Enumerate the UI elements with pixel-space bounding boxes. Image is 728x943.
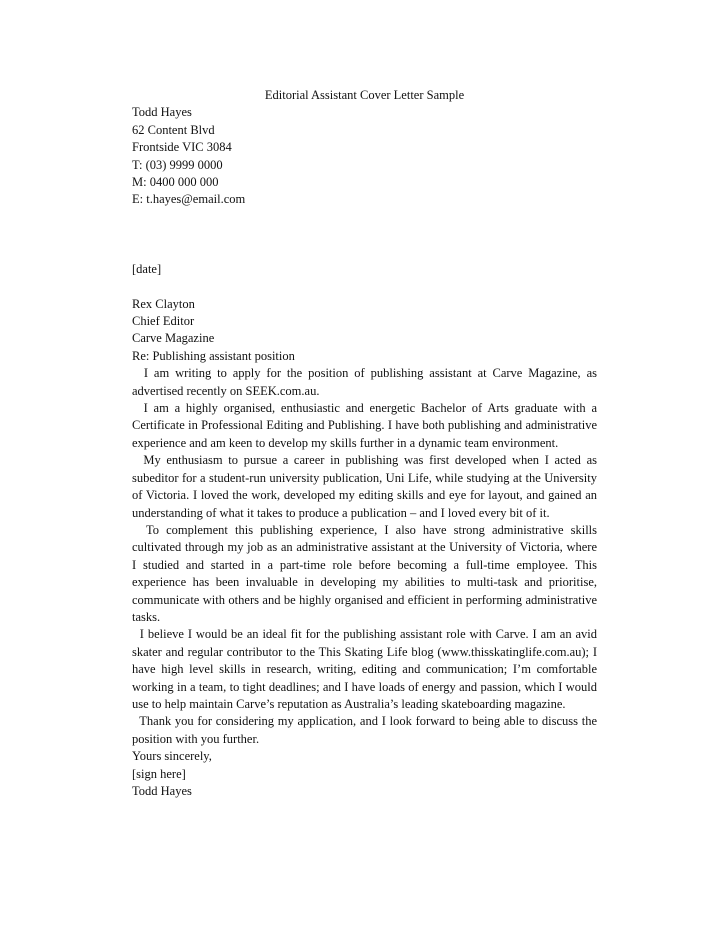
- spacer: [132, 278, 597, 295]
- sender-city: Frontside VIC 3084: [132, 140, 232, 155]
- recipient-title: Chief Editor: [132, 314, 195, 329]
- paragraph-publishing-experience: My enthusiasm to pursue a career in publishing was first developed when I acted as subeditor for a student-run university publication, Uni Life, while studying at the University of Victoria. I loved the work, developed my editing skills and eye for layout, and gained an understanding of what it takes to produce a publication – and I loved every bit of it.: [132, 453, 597, 520]
- sender-street: 62 Content Blvd: [132, 122, 215, 137]
- signature-placeholder: [sign here]: [132, 766, 186, 781]
- sender-name: Todd Hayes: [132, 105, 192, 120]
- spacer: [132, 209, 597, 261]
- paragraph-intro: I am writing to apply for the position of publishing assistant at Carve Magazine, as advertised recently on SEEK.com.au.: [132, 366, 597, 398]
- paragraph-qualifications: I am a highly organised, enthusiastic and energetic Bachelor of Arts graduate with a Certificate in Professional Editing and Publishing. I have both publishing and administrative experience and am keen to develop my skills further in a dynamic team environment.: [132, 401, 597, 450]
- sender-phone: T: (03) 9999 0000: [132, 157, 223, 172]
- letter-date: [date]: [132, 261, 162, 276]
- document-title: Editorial Assistant Cover Letter Sample: [264, 88, 465, 102]
- paragraph-administrative-experience: To complement this publishing experience, I also have strong administrative skills cultivated through my job as an administrative assistant at the University of Victoria, where I studied and started in a part-time role before becoming a full-time employee. This experience has been invaluable in developing my abilities to multi-task and prioritise, communicate with others and be highly organised and efficient in performing administrative tasks.: [132, 522, 597, 624]
- letter-body: [132, 87, 597, 800]
- sender-email: E: t.hayes@email.com: [132, 192, 246, 207]
- sender-mobile: M: 0400 000 000: [132, 175, 219, 190]
- recipient-company: Carve Magazine: [132, 331, 215, 346]
- subject-line: Re: Publishing assistant position: [132, 348, 295, 363]
- signoff-name: Todd Hayes: [132, 784, 192, 799]
- closing: Yours sincerely,: [132, 749, 212, 764]
- recipient-name: Rex Clayton: [132, 296, 195, 311]
- paragraph-fit: I believe I would be an ideal fit for the publishing assistant role with Carve. I am an avid skater and regular contributor to the This Skating Life blog (www.thisskatinglife.com.au); I have high level skills in research, writing, editing and communication; I’m comfortable working in a team, to tight deadlines; and I have loads of energy and passion, which I would use to help maintain Carve’s reputation as Australia’s leading skateboarding magazine.: [132, 627, 597, 711]
- paragraph-thanks: Thank you for considering my application, and I look forward to being able to discuss the position with you further.: [132, 714, 597, 746]
